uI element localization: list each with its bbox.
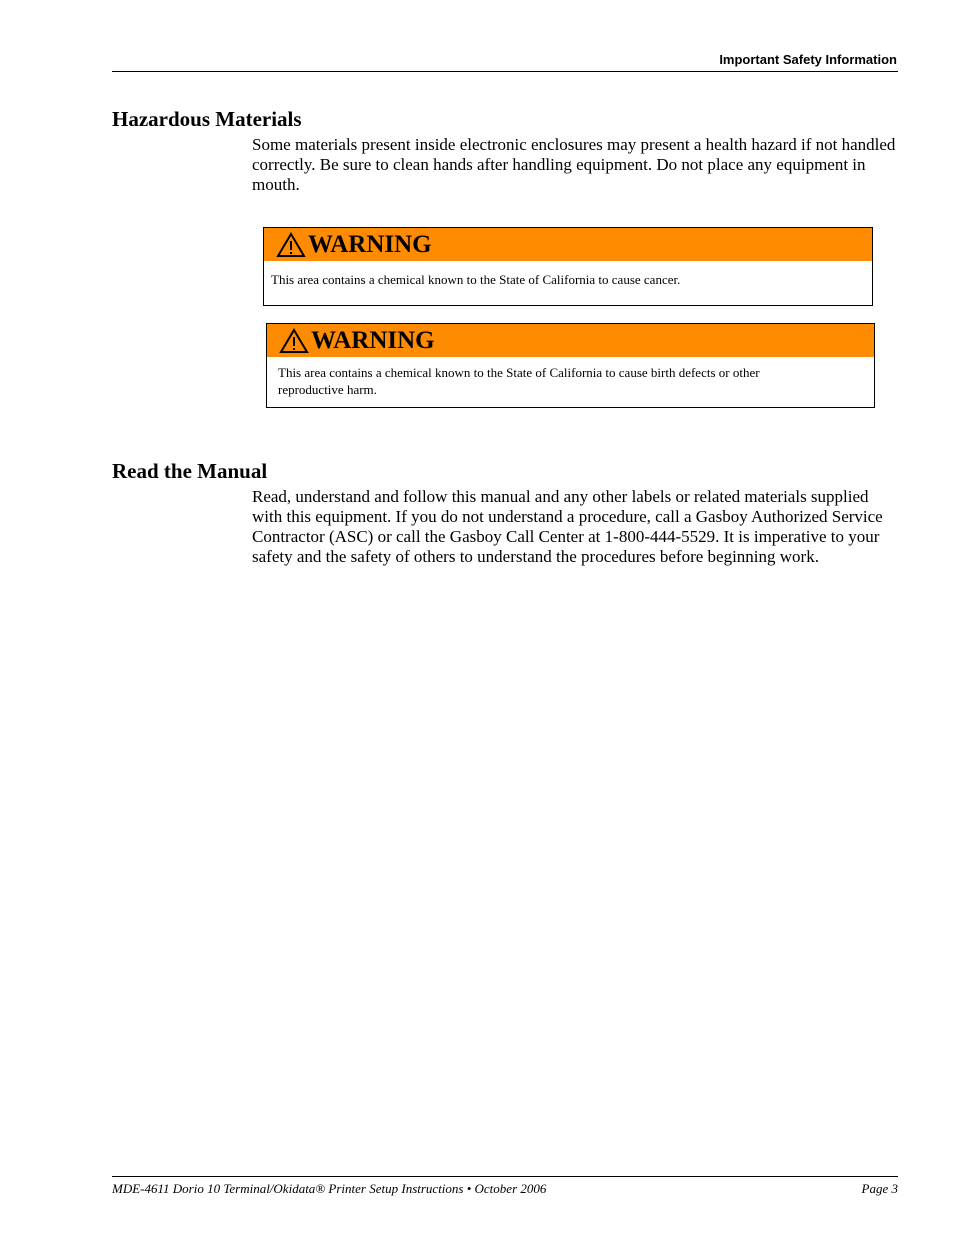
running-header: Important Safety Information <box>719 52 897 67</box>
warning-header <box>264 228 872 261</box>
read-the-manual-heading: Read the Manual <box>112 459 268 483</box>
footer-page-number: Page 3 <box>861 1181 898 1196</box>
header-rule <box>112 71 898 72</box>
footer-rule <box>112 1176 898 1177</box>
read-the-manual-body: Read, understand and follow this manual and any other labels or related materials supplied with this equipment. If you do not understand a procedure, call a Gasboy Authorized Service Contractor (ASC) or call the Gasboy Call Center at 1-800-444-5529. It is imperative to your safety and the safety of others to understand the procedures before beginning work. <box>252 487 883 566</box>
warning-title: WARNING <box>311 326 435 354</box>
warning-title: WARNING <box>308 230 432 258</box>
warning-header <box>267 324 874 357</box>
hazardous-materials-body: Some materials present inside electronic enclosures may present a health hazard if not handled correctly. Be sure to clean hands after handling equipment. Do not place any equipment in mouth. <box>252 135 896 194</box>
warning-triangle-icon <box>276 232 306 258</box>
footer-document-info: MDE-4611 Dorio 10 Terminal/Okidata® Printer Setup Instructions • October 2006 <box>112 1181 547 1196</box>
warning-text: This area contains a chemical known to the State of California to cause cancer. <box>271 272 681 287</box>
warning-triangle-icon <box>279 328 309 354</box>
warning-text: This area contains a chemical known to the State of California to cause birth defects or other reproductive harm. <box>278 365 760 397</box>
hazardous-materials-heading: Hazardous Materials <box>112 107 302 131</box>
warning-box-birth-defects <box>266 323 875 408</box>
warning-box-cancer <box>263 227 873 306</box>
